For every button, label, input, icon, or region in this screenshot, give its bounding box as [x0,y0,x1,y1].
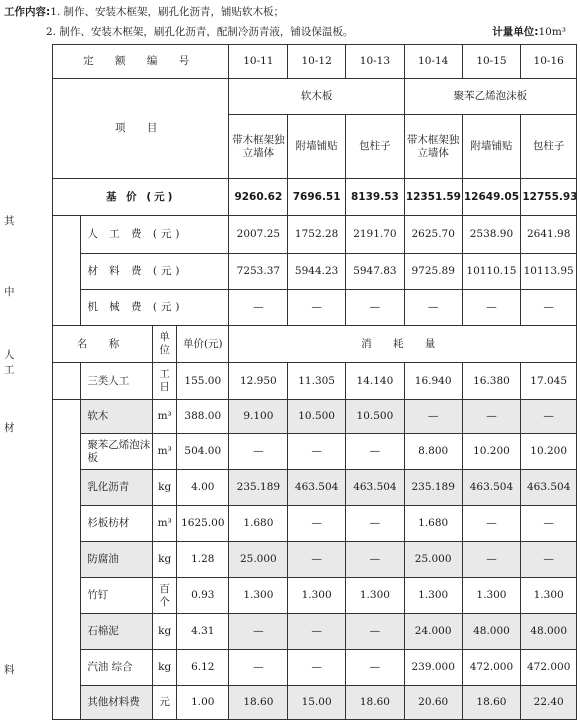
base-price-cell: 12351.59 [404,179,462,216]
side-label-liao: 料 [4,664,15,676]
consumption-unit: kg [153,614,177,650]
work-content-line-1 [4,4,284,19]
labor-cost-cell: 1752.28 [288,216,346,254]
side-label-qi: 其 [4,215,15,227]
consumption-row-material [53,578,577,614]
consumption-name: 三类人工 [81,363,153,400]
labor-cost-cell: 2538.90 [462,216,521,254]
consumption-value: 8.800 [404,434,462,470]
consumption-unit: m³ [153,506,177,542]
consumption-value: 10.500 [288,400,346,434]
name-column-label: 名 称 [53,326,153,363]
consumption-value: 25.000 [404,542,462,578]
consumption-value: — [521,506,577,542]
side-label-gong: 工 [4,364,15,376]
consumption-value: 239.000 [404,650,462,686]
consumption-value: 1.680 [229,506,288,542]
group-polystyrene-board: 聚苯乙烯泡沫板 [404,79,576,115]
consumption-name: 竹钉 [81,578,153,614]
consumption-value: 10.200 [462,434,521,470]
consumption-price: 1.00 [177,686,229,720]
sub-item-cell: 附墙铺贴 [288,115,346,179]
group-row [53,79,577,115]
consumption-value: — [229,434,288,470]
consumption-unit: kg [153,650,177,686]
machine-cost-cell: — [521,290,577,326]
consumption-value: 9.100 [229,400,288,434]
consumption-name: 杉板枋材 [81,506,153,542]
machine-cost-cell: — [229,290,288,326]
sub-item-cell: 包柱子 [521,115,577,179]
material-cost-cell: 7253.37 [229,254,288,290]
base-price-label: 基 价 (元) [53,179,229,216]
consumption-price: 6.12 [177,650,229,686]
consumption-value: — [346,542,405,578]
quota-table [52,44,577,720]
material-group-spacer [53,400,81,720]
consumption-value: 48.000 [462,614,521,650]
consumption-name: 乳化沥青 [81,470,153,506]
consumption-value: 14.140 [346,363,405,400]
quota-code-label: 定 额 编 号 [53,45,229,79]
consumption-value: — [346,650,405,686]
machine-cost-cell: — [346,290,405,326]
consumption-value: 20.60 [404,686,462,720]
material-cost-cell: 10113.95 [521,254,577,290]
machine-cost-cell: — [288,290,346,326]
consumption-value: — [288,650,346,686]
consumption-value: 18.60 [229,686,288,720]
consumption-value: 1.300 [288,578,346,614]
consumption-value: — [521,542,577,578]
base-price-cell: 12755.93 [521,179,577,216]
side-label-ren: 人 [4,349,15,361]
consumption-value: — [346,614,405,650]
consumption-label: 消 耗 量 [229,326,577,363]
consumption-value: 10.500 [346,400,405,434]
machine-cost-cell: — [404,290,462,326]
material-cost-cell: 5944.23 [288,254,346,290]
consumption-value: 15.00 [288,686,346,720]
consumption-name: 防腐油 [81,542,153,578]
consumption-value: 10.200 [521,434,577,470]
material-cost-label: 材 料 费 (元) [81,254,229,290]
consumption-value: 1.300 [404,578,462,614]
quota-code-cell: 10-14 [404,45,462,79]
consumption-value: — [462,506,521,542]
material-cost-cell: 5947.83 [346,254,405,290]
consumption-value: 18.60 [462,686,521,720]
consumption-price: 1.28 [177,542,229,578]
work-content-item-1: 1. 制作、安装木框架，刷孔化沥青，铺贴软木板； [50,6,285,18]
base-price-cell: 7696.51 [288,179,346,216]
base-price-cell: 12649.05 [462,179,521,216]
consumption-value: 463.504 [346,470,405,506]
consumption-value: 463.504 [462,470,521,506]
item-label: 项 目 [53,79,229,179]
unit-column-label: 单位 [153,326,177,363]
measurement-unit-label: 计量单位: [492,26,539,38]
consumption-value: 25.000 [229,542,288,578]
consumption-name: 汽油 综合 [81,650,153,686]
consumption-name: 软木 [81,400,153,434]
consumption-price: 4.31 [177,614,229,650]
consumption-unit: 工日 [153,363,177,400]
consumption-value: 16.380 [462,363,521,400]
consumption-unit: kg [153,542,177,578]
work-content-item-2: 2. 制作、安装木框架，刷孔化沥青，配制冷沥青液，铺设保温板。 [46,26,354,38]
consumption-unit: m³ [153,434,177,470]
consumption-unit: kg [153,470,177,506]
machine-cost-row [53,290,577,326]
labor-cost-label: 人 工 费 (元) [81,216,229,254]
consumption-value: 463.504 [288,470,346,506]
base-price-cell: 9260.62 [229,179,288,216]
machine-cost-label: 机 械 费 (元) [81,290,229,326]
side-label-cai: 材 [4,422,15,434]
consumption-name: 聚苯乙烯泡沫板 [81,434,153,470]
quota-code-cell: 10-12 [288,45,346,79]
consumption-value: — [462,542,521,578]
consumption-value: 1.300 [346,578,405,614]
sub-item-cell: 带木框架独立墙体 [404,115,462,179]
consumption-row-material [53,686,577,720]
material-cost-cell: 9725.89 [404,254,462,290]
consumption-value: 12.950 [229,363,288,400]
consumption-value: 22.40 [521,686,577,720]
consumption-value: — [288,614,346,650]
consumption-value: 24.000 [404,614,462,650]
quota-code-cell: 10-16 [521,45,577,79]
consumption-value: — [288,434,346,470]
consumption-row-labor [53,363,577,400]
consumption-value: 11.305 [288,363,346,400]
measurement-unit [492,24,566,39]
sub-item-cell: 附墙铺贴 [462,115,521,179]
consumption-value: — [229,614,288,650]
cost-breakdown-spacer [53,216,81,326]
consumption-value: 235.189 [229,470,288,506]
labor-cost-cell: 2625.70 [404,216,462,254]
consumption-value: 1.300 [462,578,521,614]
consumption-row-material [53,614,577,650]
consumption-price: 504.00 [177,434,229,470]
work-content-header [0,0,580,42]
material-cost-row [53,254,577,290]
sub-item-cell: 包柱子 [346,115,405,179]
base-price-row [53,179,577,216]
quota-code-cell: 10-11 [229,45,288,79]
consumption-price: 0.93 [177,578,229,614]
consumption-unit: 百个 [153,578,177,614]
machine-cost-cell: — [462,290,521,326]
consumption-unit: 元 [153,686,177,720]
material-cost-cell: 10110.15 [462,254,521,290]
consumption-value: — [404,400,462,434]
quota-code-cell: 10-13 [346,45,405,79]
consumption-row-material [53,400,577,434]
group-cork-board: 软木板 [229,79,404,115]
labor-cost-cell: 2641.98 [521,216,577,254]
consumption-value: 48.000 [521,614,577,650]
base-price-cell: 8139.53 [346,179,405,216]
consumption-row-material [53,506,577,542]
consumption-price: 388.00 [177,400,229,434]
consumption-value: — [288,506,346,542]
consumption-price: 1625.00 [177,506,229,542]
consumption-row-material [53,470,577,506]
labor-group-spacer [53,363,81,400]
consumption-value: 1.300 [229,578,288,614]
consumption-value: — [521,400,577,434]
consumption-price: 155.00 [177,363,229,400]
consumption-value: 1.300 [521,578,577,614]
unit-price-column-label: 单价(元) [177,326,229,363]
consumption-value: — [462,400,521,434]
consumption-row-material [53,542,577,578]
side-label-zhong: 中 [4,286,15,298]
consumption-header-row [53,326,577,363]
consumption-value: — [229,650,288,686]
consumption-value: — [346,506,405,542]
consumption-name: 石棉泥 [81,614,153,650]
quota-code-cell: 10-15 [462,45,521,79]
labor-cost-cell: 2007.25 [229,216,288,254]
measurement-unit-value: 10m³ [538,26,566,38]
sub-item-cell: 带木框架独立墙体 [229,115,288,179]
consumption-price: 4.00 [177,470,229,506]
consumption-value: 16.940 [404,363,462,400]
consumption-value: 1.680 [404,506,462,542]
labor-cost-cell: 2191.70 [346,216,405,254]
consumption-value: — [288,542,346,578]
consumption-unit: m³ [153,400,177,434]
work-content-label: 工作内容: [4,6,51,18]
consumption-row-material [53,434,577,470]
consumption-value: 235.189 [404,470,462,506]
consumption-row-material [53,650,577,686]
consumption-name: 其他材料费 [81,686,153,720]
consumption-value: 463.504 [521,470,577,506]
consumption-value: 17.045 [521,363,577,400]
consumption-value: — [346,434,405,470]
consumption-value: 472.000 [462,650,521,686]
consumption-value: 472.000 [521,650,577,686]
quota-code-row [53,45,577,79]
consumption-value: 18.60 [346,686,405,720]
labor-cost-row [53,216,577,254]
